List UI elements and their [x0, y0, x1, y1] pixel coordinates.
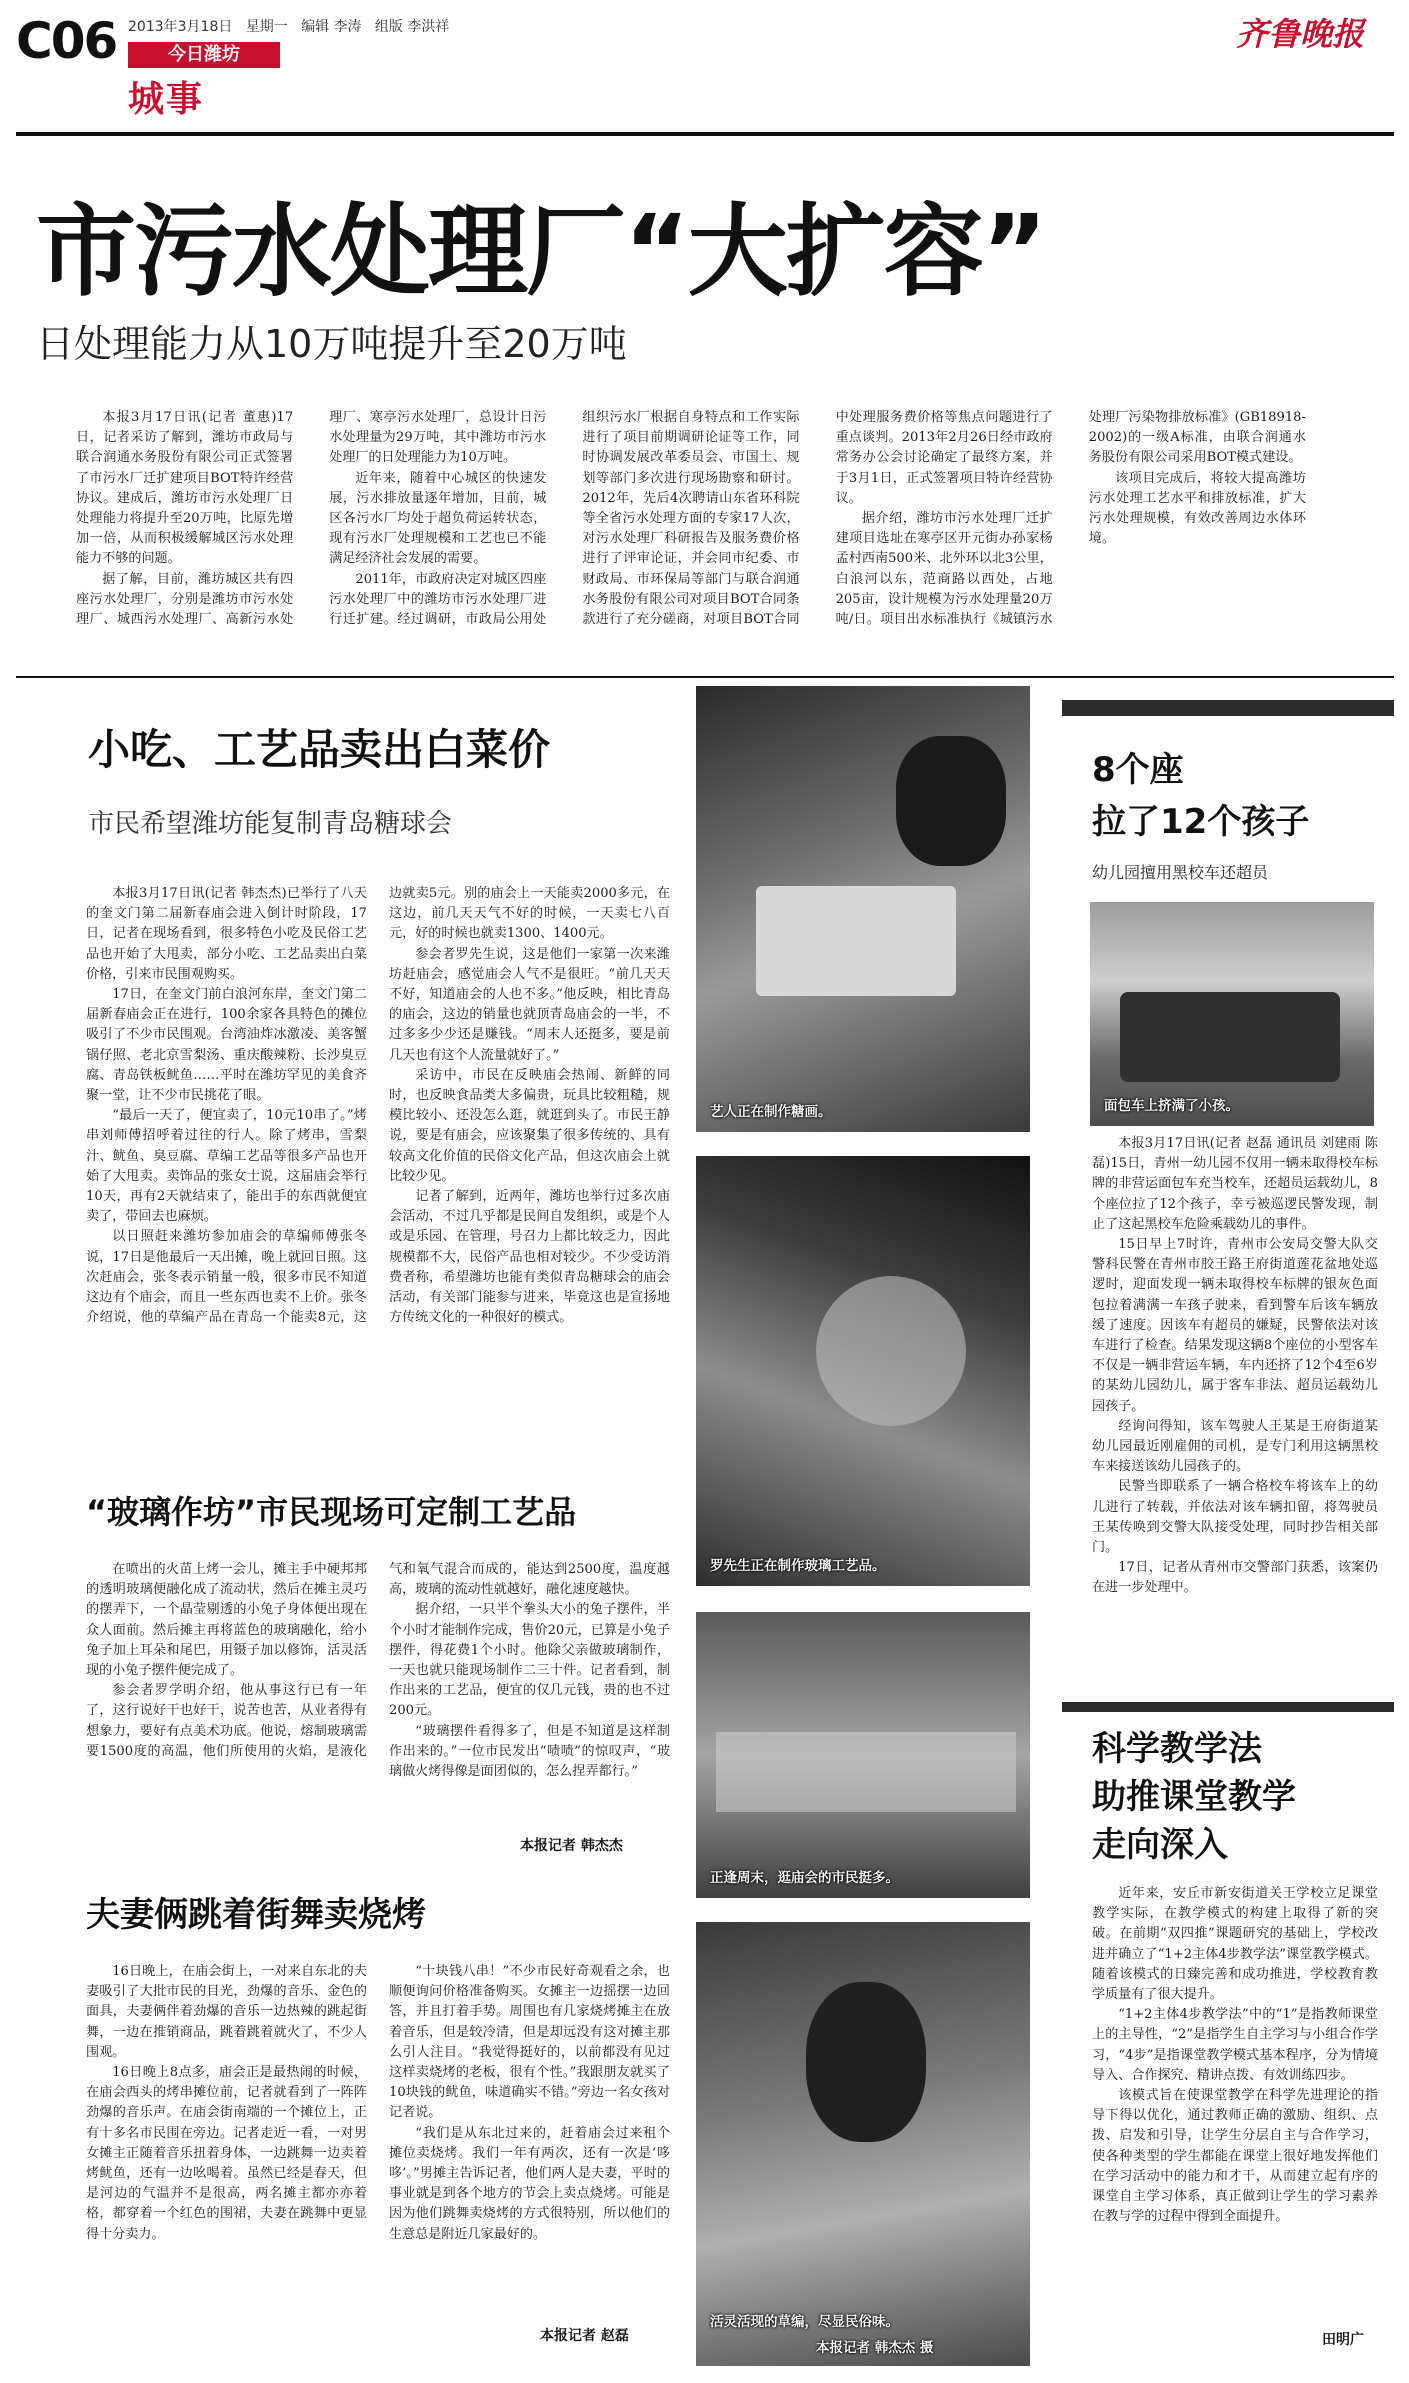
glass-para: 据介绍，一只半个拳头大小的兔子摆件，半个小时才能制作完成，售价20元，已算是小兔子摆件，得花费1个小时。他除父亲做玻璃制作，一天也就只能现场制作二三十件。记者看到，制作出来的工艺品，便宜的仅几元钱，贵的也不过200元。 [389, 1602, 670, 1719]
photo-sugar-painting [696, 686, 1030, 1132]
lead-para: 据介绍，潍坊市污水处理厂迁扩建项目选址在寒亭区开元街办孙家杨孟村西南500米、北外环以北3公里，白浪河以东，范商路以西处，占地205亩，设计规模为污水处理量20万吨/日。项目出水标准执行《城镇污水处理厂污染物排放标准》(GB18918-2002)的一级A标准，由联合润通水务股份有限公司采用BOT模式建设。 [835, 410, 1306, 628]
science-headline-line1: 科学教学法 [1092, 1729, 1262, 1769]
bus-para: 经询问得知，该车驾驶人王某是王府街道某幼儿园最近刚雇佣的司机，是专门利用这辆黑校车来接送该幼儿园孩子的。 [1092, 1418, 1378, 1475]
lead-para: 据了解，目前，潍坊城区共有四座污水处理厂，分别是潍坊市污水处理厂、城西污水处理厂、高新污水处理厂、寒亭污水处理厂，总设计日污水处理量为29万吨，其中潍坊市污水处理厂的日处理能力为10万吨。 [76, 410, 547, 628]
snack-para: 以日照赶来潍坊参加庙会的草编师傅张冬说，17日是他最后一天出摊，晚上就回日照。这次赶庙会，张冬表示销量一般，很多市民不知道这边有个庙会，而且一些东西也卖不上价。张冬介绍说，他的草编产品在青岛一个能卖8元，这边就卖5元。别的庙会上一天能卖2000多元，在这边，前几天天气不好的时候，一天卖七八百元，好的时候也就卖1300、1400元。 [86, 886, 670, 1326]
lead-para: 2011年，市政府决定对城区四座污水处理厂中的潍坊市污水处理厂进行迁扩建。经过调研，市政局公用处组织污水厂根据自身特点和工作实际进行了项目前期调研论证等工作，同时协调发展改革委员会、市国土、规划等部门多次进行现场勘察和研讨。2012年，先后4次聘请山东省环科院等全省污水处理方面的专家17人次，对污水处理厂科研报告及服务费价格进行了评审论证，并会同市纪委、市财政局、市环保局等部门与联合润通水务股份有限公司对项目BOT合同条款进行了充分磋商，对项目BOT合同中处理服务费价格等焦点问题进行了重点谈判。2013年2月26日经市政府常务办公会讨论确定了最终方案，并于3月1日，正式签署项目特许经营协议。 [329, 410, 1053, 628]
photo-detail [716, 1732, 1016, 1812]
bus-para: 民警当即联系了一辆合格校车将该车上的幼儿进行了转载，并依法对该车辆扣留，将驾驶员王某传唤到交警大队接受处理，同时抄告相关部门。 [1092, 1479, 1378, 1556]
snack-para: 17日，在奎文门前白浪河东岸，奎文门第二届新春庙会正在进行，100余家各具特色的摊位吸引了不少市民围观。台湾油炸冰激凌、美客蟹锅仔照、老北京雪梨汤、重庆酸辣粉、长沙臭豆腐、青岛铁板鱿鱼……平时在潍坊罕见的美食齐聚一堂，让不少市民挑花了眼。 [86, 987, 367, 1104]
science-headline-line3: 走向深入 [1092, 1825, 1228, 1865]
couple-para: 16日晚上8点多，庙会正是最热闹的时候，在庙会西头的烤串摊位前，记者就看到了一阵阵劲爆的音乐声。在庙会街南端的一个摊位上，正有十多名市民围在旁边。记者走近一看，一对男女摊主正随着音乐扭着身体，一边跳舞一边卖着烤鱿鱼，还有一边吆喝着。虽然已经是春天，但是河边的气温并不是很高，两名摊主都亦亦着格，都穿着一个红色的围裙，夫妻在跳舞中更显得十分卖力。 [86, 2065, 367, 2242]
brand-logo: 齐鲁晚报 [1236, 15, 1365, 53]
photo-detail [896, 736, 1006, 866]
photo-credit: 本报记者 韩杰杰 摄 [816, 2340, 934, 2356]
bus-para: 15日早上7时许，青州市公安局交警大队交警科民警在青州市胶王路王府街道莲花盆地处巡逻时，迎面发现一辆未取得校车标牌的银灰色面包拉着满满一车孩子驶来，看到警车后该车辆放缓了速度。因该车有超员的嫌疑，民警依法对该车进行了检查。结果发现这辆8个座位的小型客车不仅是一辆非营运车辆，车内还挤了12个4至6岁的某幼儿园幼儿，属于客车非法、超员运载幼儿园孩子。 [1092, 1237, 1378, 1414]
snack-body [86, 884, 670, 1414]
right-column-bar [1062, 700, 1394, 716]
photo-school-van [1090, 902, 1374, 1126]
science-para: 近年来，安丘市新安街道关王学校立足课堂教学实际，在教学模式的构建上取得了新的突破。在前期“双四推”课题研究的基础上，学校改进并确立了“1+2主体4步教学法”课堂教学模式。随着该模式的日臻完善和成功推进，学校教育教学质量有了很大提升。 [1092, 1886, 1378, 2003]
section-tag: 今日潍坊 [128, 42, 280, 68]
bus-headline-line1: 8个座 [1092, 750, 1184, 790]
photo-glass-craft [696, 1156, 1030, 1586]
bus-body [1092, 1134, 1378, 1708]
photo-caption: 正逢周末，逛庙会的市民挺多。 [710, 1870, 899, 1886]
bus-subhead: 幼儿园擅用黑校车还超员 [1092, 863, 1269, 882]
section-title: 城事 [128, 79, 205, 120]
couple-headline: 夫妻俩跳着街舞卖烧烤 [86, 1895, 426, 1935]
lead-para: 近年来，随着中心城区的快速发展，污水排放量逐年增加，目前，城区各污水厂均处于超负荷运转状态，现有污水厂处理规模和工艺也已不能满足经济社会发展的需要。 [329, 470, 547, 567]
glass-body [86, 1560, 670, 1828]
glass-para: 在喷出的火苗上烤一会儿，摊主手中硬邦邦的透明玻璃便融化成了流动状，然后在摊主灵巧的摆弄下，一个晶莹剔透的小兔子身体便出现在众人面前。然后摊主再将蓝色的玻璃融化，给小兔子加上耳朵和尾巴，用镊子加以修饰，活灵活现的小兔子摆件便完成了。 [86, 1562, 367, 1679]
lead-para: 本报3月17日讯(记者 董惠)17日，记者采访了解到，潍坊市政局与联合润通水务股份有限公司正式签署了市污水厂迁扩建项目BOT特许经营协议。建成后，潍坊市污水处理厂日处理能力将提升至20万吨，比原先增加一倍，从而积极缓解城区污水处理能力不够的问题。 [76, 410, 294, 567]
photo-caption: 艺人正在制作糖画。 [710, 1104, 832, 1120]
glass-byline: 本报记者 韩杰杰 [520, 1838, 623, 1854]
bus-para: 17日，记者从青州市交警部门获悉，该案仍在进一步处理中。 [1092, 1560, 1378, 1596]
weekday: 星期一 [245, 19, 288, 35]
couple-para: “十块钱八串！”不少市民好奇观看之余，也顺便询问价格准备购买。女摊主一边摇摆一边回答，并且打着手势。周围也有几家烧烤摊主在放着音乐，但是较冷清，但是却远没有这对摊主那么引人注目。“我觉得挺好的，以前都没有见过这样卖烧烤的老板，很有个性。”我跟朋友就买了10块钱的鱿鱼，味道确实不错。”旁边一名女孩对记者说。 [389, 1964, 670, 2121]
science-headline-line2: 助推课堂教学 [1092, 1777, 1296, 1817]
lead-para: 该项目完成后，将较大提高潍坊污水处理工艺水平和排放标准，扩大污水处理规模，有效改善周边水体环境。 [1088, 470, 1306, 547]
header-meta [128, 18, 449, 36]
lead-body [76, 408, 1306, 664]
photo-straw-craft [696, 1922, 1030, 2366]
snack-para: 记者了解到，近两年，潍坊也举行过多次庙会活动，不过几乎都是民间自发组织，或是个人或是乐园、在管理，号召力上都比较乏力，因此规模都不大，民俗产品也相对较少。不少受访消费者称，希望潍坊也能有类似青岛糖球会的庙会活动，有关部门能参与进来，毕竟这也是宣扬地方传统文化的一种很好的模式。 [389, 1189, 670, 1326]
photo-detail [806, 1982, 926, 2142]
couple-byline: 本报记者 赵磊 [540, 2328, 629, 2344]
lead-headline: 市污水处理厂“大扩容” [36, 193, 1046, 310]
snack-para: “最后一天了，便宜卖了，10元10串了。”烤串刘师傅招呼着过往的行人。除了烤串，雪梨汁、鱿鱼、臭豆腐、草编工艺品等很多产品也开始了大甩卖。卖饰品的张女士说，这届庙会举行10天，再有2天就结束了，能出手的东西就便宜卖了，带回去也麻烦。 [86, 1108, 367, 1225]
snack-para: 参会者罗先生说，这是他们一家第一次来潍坊赶庙会，感觉庙会人气不是很旺。“前几天天不好，知道庙会的人也不多。”他反映，相比青岛的庙会，这边的销量也就顶青岛庙会的一半，不过多多少少还是赚钱。“周末人还挺多，要是前几天也有这个人流量就好了。” [389, 946, 670, 1063]
glass-para: 参会者罗学明介绍，他从事这行已有一年了，这行说好干也好干，说苦也苦，从业者得有想象力，要好有点美术功底。他说，熔制玻璃需要1500度的高温，他们所使用的火焰，是液化气和氧气混合而成的，能达到2500度，温度越高，玻璃的流动性就越好，融化速度越快。 [86, 1562, 670, 1759]
glass-headline: “玻璃作坊”市民现场可定制工艺品 [86, 1493, 577, 1531]
photo-caption: 面包车上挤满了小孩。 [1104, 1098, 1239, 1114]
photo-detail [816, 1276, 966, 1426]
page-number: C06 [16, 12, 117, 70]
photo-detail [756, 886, 956, 996]
glass-para: “玻璃摆件看得多了，但是不知道是这样制作出来的。”一位市民发出“啧啧”的惊叹声，“玻璃做火烤得像是面团似的，怎么捏弄都行。” [389, 1723, 670, 1780]
date: 2013年3月18日 [128, 19, 233, 35]
bus-headline-line2: 拉了12个孩子 [1092, 802, 1310, 842]
snack-headline: 小吃、工艺品卖出白菜价 [88, 725, 551, 774]
couple-para: “我们是从东北过来的，赶着庙会过来租个摊位卖烧烤。我们一年有两次，还有一次是‘哆哆’。”男摊主告诉记者，他们两人是夫妻，平时的事业就是到各个地方的节会上卖点烧烤。可能是因为他们跳舞卖烧烤的方式很特别，所以他们的生意总是附近几家最好的。 [389, 2125, 670, 2242]
layout-editor: 组版 李洪祥 [374, 19, 450, 35]
snack-subhead: 市民希望潍坊能复制青岛糖球会 [88, 809, 453, 839]
couple-body [86, 1962, 670, 2324]
science-para: “1+2主体4步教学法”中的“1”是指教师课堂上的主导性，“2”是指学生自主学习与小组合作学习，“4步”是指课堂教学模式基本程序，分为情境导入、合作探究、精讲点拨、有效训练四步。 [1092, 2007, 1378, 2083]
lead-subhead: 日处理能力从10万吨提升至20万吨 [36, 322, 627, 366]
photo-fair-crowd [696, 1612, 1030, 1898]
snack-para: 采访中，市民在反映庙会热闹、新鲜的同时，也反映食品类大多偏贵，玩具比较粗糙，规模比较小、还没怎么逛，就逛到头了。市民王静说，要是有庙会，应该聚集了很多传统的、具有较高文化价值的民俗文化产品，但这次庙会上就比较少见。 [389, 1067, 670, 1184]
editor: 编辑 李涛 [301, 19, 362, 35]
right-column-bar [1062, 1702, 1394, 1712]
bus-para: 本报3月17日讯(记者 赵磊 通讯员 刘建雨 陈磊)15日，青州一幼儿园不仅用一辆未取得校车标牌的非营运面包车充当校车，还超员运载幼儿，8个座位拉了12个孩子，幸亏被巡逻民警发现，制止了这起黑校车危险乘载幼儿的事件。 [1092, 1136, 1378, 1232]
science-byline: 田明广 [1322, 2332, 1364, 2348]
snack-para: 本报3月17日讯(记者 韩杰杰)已举行了八天的奎文门第二届新春庙会进入倒计时阶段，17日，记者在现场看到，很多特色小吃及民俗工艺品也开始了大甩卖，部分小吃、工艺品卖出白菜价格，引来市民围观购买。 [86, 886, 367, 982]
photo-detail [1120, 992, 1340, 1082]
science-body [1092, 1884, 1378, 2320]
header-rule [16, 132, 1394, 136]
lead-rule [16, 676, 1394, 678]
science-para: 该模式旨在使课堂教学在科学先进理论的指导下得以优化，通过教师正确的激励、组织、点拨、启发和引导，让学生分层自主与合作学习，使各种类型的学生都能在课堂上很好地发挥他们在学习活动中的能力和才干，从而建立起有序的课堂自主学习体系，真正做到让学生的学习素养在教与学的过程中得到全面提升。 [1092, 2088, 1378, 2225]
couple-para: 16日晚上，在庙会街上，一对来自东北的夫妻吸引了大批市民的目光，劲爆的音乐、金色的面具，夫妻俩伴着劲爆的音乐一边热辣的跳起街舞，一边在推销商品，跳着跳着就火了，不少人围观。 [86, 1964, 367, 2060]
photo-caption: 活灵活现的草编，尽显民俗味。 [710, 2314, 899, 2330]
photo-caption: 罗先生正在制作玻璃工艺品。 [710, 1558, 886, 1574]
